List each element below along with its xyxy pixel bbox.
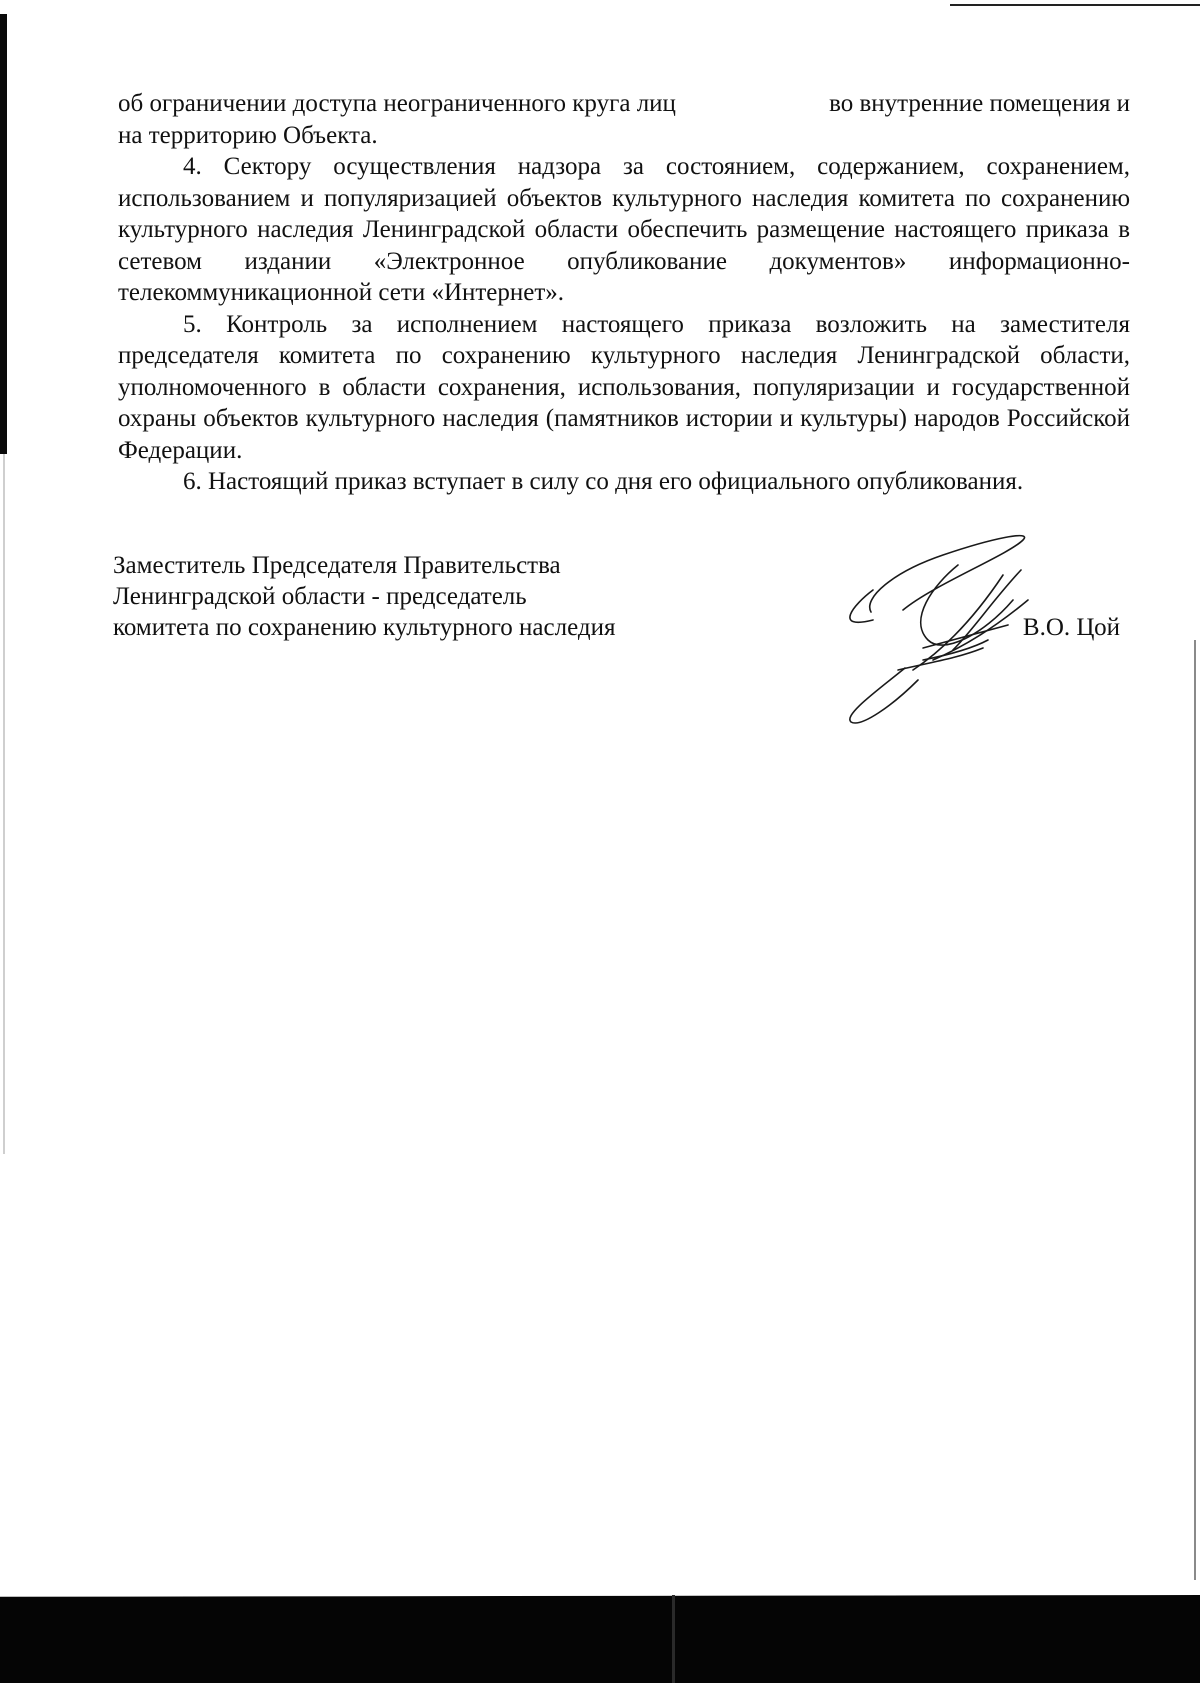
continuation-line-2: на территорию Объекта. [118, 121, 378, 149]
scan-border-left [0, 14, 7, 454]
scan-border-bottom-seam [672, 1595, 675, 1683]
continuation-line-1-right: во внутренние помещения и [829, 90, 1130, 117]
paragraph-number: 4. [183, 153, 202, 180]
scan-border-bottom [0, 1595, 1200, 1683]
scan-border-left-thin [3, 454, 5, 1154]
scan-line-top [950, 4, 1200, 6]
paragraph-text: Контроль за исполнением настоящего приказа возложить на заместителя председателя комитета по сохранению культурного наследия Ленинградской области, уполномоченного в области сохранения, использования, популяризации и государственной охраны объектов культурного наследия (памятников истории и культуры) народов Российской Федерации. [118, 310, 1130, 464]
document-body [118, 88, 1130, 498]
paragraph-4 [118, 151, 1130, 309]
continuation-line-1-left: об ограничении доступа неограниченного круга лиц [118, 90, 676, 117]
scan-border-right [1194, 640, 1196, 1580]
paragraph-text: Настоящий приказ вступает в силу со дня его официального опубликования. [208, 468, 1024, 495]
paragraph-number: 6. [183, 468, 202, 495]
paragraph-5 [118, 309, 1130, 467]
signatory-title-line-1: Заместитель Председателя Правительства [113, 552, 561, 579]
paragraph-text: Сектору осуществления надзора за состоянием, содержанием, сохранением, использованием и популяризацией объектов культурного наследия комитета по сохранению культурного наследия Ленинградской области обеспечить размещение настоящего приказа в сетевом издании «Электронное опубликование документов» информационно-телекоммуникационной сети «Интернет». [118, 153, 1131, 306]
signatory-name: В.О. Цой [1022, 614, 1120, 641]
signatory-title [113, 550, 615, 643]
signature-block [113, 550, 1130, 740]
signatory-title-line-2: Ленинградской области - председатель [113, 583, 527, 610]
paragraph-6 [118, 466, 1130, 498]
signatory-title-line-3: комитета по сохранению культурного наследия [113, 614, 616, 641]
continuation-line-1 [118, 88, 1130, 120]
paragraph-number: 5. [183, 310, 202, 338]
